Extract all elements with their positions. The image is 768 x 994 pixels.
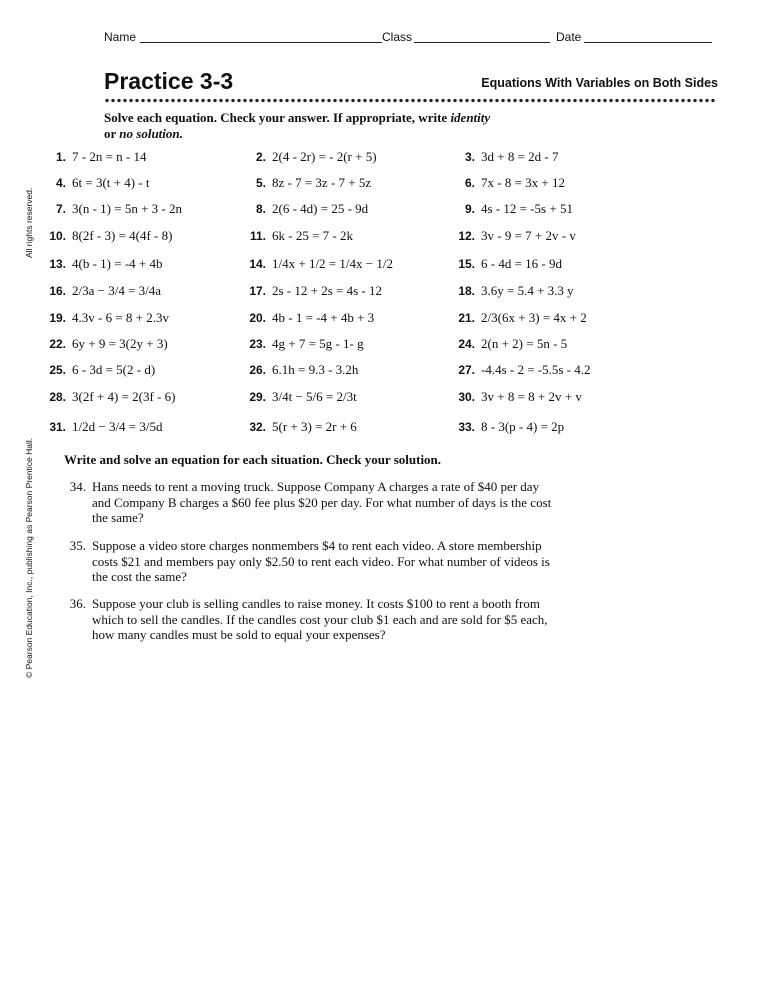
problem-14: 14. 1/4x + 1/2 = 1/4x − 1/2 [249, 256, 393, 271]
problem-7: 7. 3(n - 1) = 5n + 3 - 2n [55, 201, 182, 216]
problem-1: 1. 7 - 2n = n - 14 [55, 149, 147, 164]
problem-24: 24. 2(n + 2) = 5n - 5 [458, 336, 568, 351]
problem-27: 27. -4.4s - 2 = -5.5s - 4.2 [458, 362, 591, 377]
problem-8: 8. 2(6 - 4d) = 25 - 9d [255, 201, 369, 216]
page-title: Practice 3-3 [104, 68, 234, 94]
problem-30: 30. 3v + 8 = 8 + 2v + v [458, 389, 582, 404]
word-problem-34: 34. Hans needs to rent a moving truck. Suppose Company A charges a rate of $40 per day and Company B charges a $60 fee plus $20 per day. For what number of days is the cost the same? [69, 479, 552, 525]
problem-31: 31. 1/2d − 3/4 = 3/5d [49, 419, 163, 434]
date-label: Date [556, 30, 582, 44]
problem-13: 13. 4(b - 1) = -4 + 4b [49, 256, 163, 271]
problem-19: 19. 4.3v - 6 = 8 + 2.3v [49, 310, 169, 325]
problem-22: 22. 6y + 9 = 3(2y + 3) [49, 336, 168, 351]
problem-11: 11. 6k - 25 = 7 - 2k [249, 228, 353, 243]
page-subtitle: Equations With Variables on Both Sides [481, 76, 718, 90]
class-line [414, 30, 550, 43]
problem-23: 23. 4g + 7 = 5g - 1- g [249, 336, 364, 351]
problem-4: 4. 6t = 3(t + 4) - t [55, 175, 150, 190]
section-heading: Write and solve an equation for each situation. Check your solution. [64, 452, 442, 467]
problem-21: 21. 2/3(6x + 3) = 4x + 2 [458, 310, 587, 325]
word-problem-35: 35. Suppose a video store charges nonmembers $4 to rent each video. A store membership costs $21 and members pay only $2.50 to rent each video. For what number of videos is the cost the same? [69, 538, 550, 584]
problem-32: 32. 5(r + 3) = 2r + 6 [249, 419, 357, 434]
problem-3: 3. 3d + 8 = 2d - 7 [464, 149, 559, 164]
problem-28: 28. 3(2f + 4) = 2(3f - 6) [49, 389, 176, 404]
dotted-divider [104, 98, 716, 103]
header-fields [104, 30, 716, 46]
problem-2: 2. 2(4 - 2r) = - 2(r + 5) [255, 149, 377, 164]
problem-12: 12. 3v - 9 = 7 + 2v - v [458, 228, 576, 243]
problem-9: 9. 4s - 12 = -5s + 51 [464, 201, 573, 216]
problem-26: 26. 6.1h = 9.3 - 3.2h [249, 362, 359, 377]
rights-notice: All rights reserved. [24, 187, 34, 258]
problem-5: 5. 8z - 7 = 3z - 7 + 5z [255, 175, 372, 190]
date-line [584, 30, 712, 43]
problem-15: 15. 6 - 4d = 16 - 9d [458, 256, 562, 271]
problem-29: 29. 3/4t − 5/6 = 2/3t [249, 389, 357, 404]
instructions: Solve each equation. Check your answer. If appropriate, write identity or no solution. [104, 110, 491, 141]
problem-17: 17. 2s - 12 + 2s = 4s - 12 [249, 283, 382, 298]
name-label: Name [104, 30, 137, 44]
problem-20: 20. 4b - 1 = -4 + 4b + 3 [249, 310, 375, 325]
class-label: Class [382, 30, 413, 44]
problem-18: 18. 3.6y = 5.4 + 3.3 y [458, 283, 574, 298]
name-line [140, 30, 382, 43]
problem-6: 6. 7x - 8 = 3x + 12 [464, 175, 565, 190]
copyright-notice: © Pearson Education, Inc., publishing as Pearson Prentice Hall. [24, 437, 34, 678]
word-problem-36: 36. Suppose your club is selling candles to raise money. It costs $100 to rent a booth from which to sell the candles. If the candles cost your club $1 each and are sold for $5 each, how many candles must be sold to equal your expenses? [69, 596, 548, 642]
problem-25: 25. 6 - 3d = 5(2 - d) [49, 362, 156, 377]
problem-10: 10. 8(2f - 3) = 4(4f - 8) [49, 228, 173, 243]
problem-33: 33. 8 - 3(p - 4) = 2p [458, 419, 565, 434]
problem-16: 16. 2/3a − 3/4 = 3/4a [49, 283, 162, 298]
